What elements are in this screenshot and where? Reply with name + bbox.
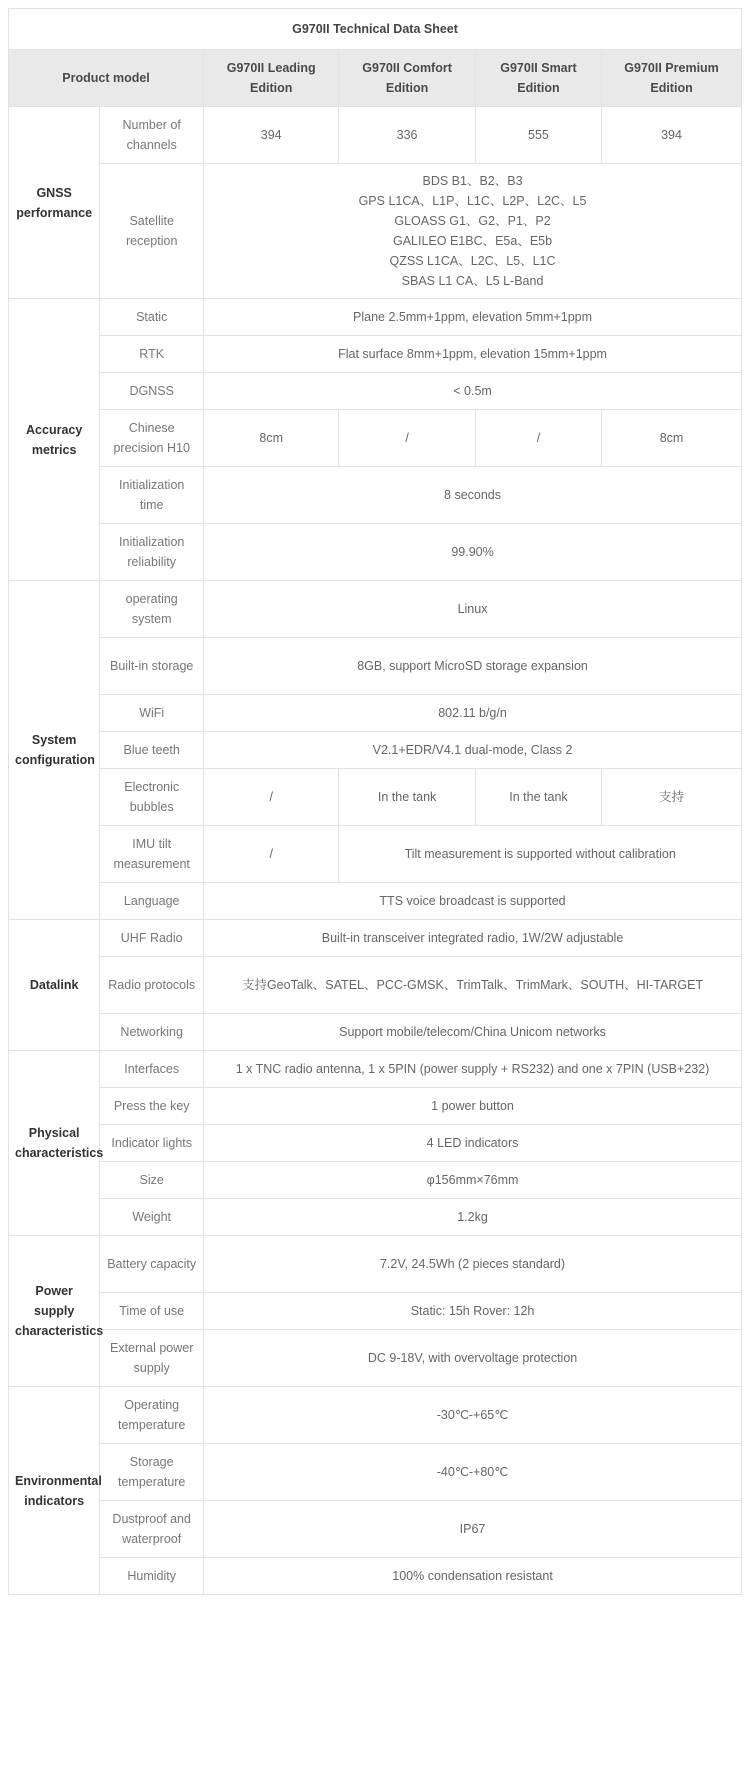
label-wifi: WiFi: [100, 695, 204, 732]
value-wifi: 802.11 b/g/n: [204, 695, 742, 732]
label-battery: Battery capacity: [100, 1236, 204, 1293]
label-h10: Chinese precision H10: [100, 410, 204, 467]
header-row: [9, 50, 742, 107]
value-dustproof: IP67: [204, 1501, 742, 1558]
sheet-title: G970II Technical Data Sheet: [9, 9, 742, 50]
label-satellite: Satellite reception: [100, 164, 204, 299]
value-time-of-use: Static: 15h Rover: 12h: [204, 1293, 742, 1330]
value-satellite: [204, 164, 742, 299]
value-bubbles-premium: 支持: [602, 769, 742, 826]
value-lights: 4 LED indicators: [204, 1125, 742, 1162]
title-row: [9, 9, 742, 50]
label-init-time: Initialization time: [100, 467, 204, 524]
table-row: [9, 164, 742, 299]
category-environment: Environmental indicators: [9, 1387, 100, 1595]
table-row: [9, 467, 742, 524]
value-operating-temp: -30℃-+65℃: [204, 1387, 742, 1444]
value-h10-smart: /: [475, 410, 601, 467]
category-datalink: Datalink: [9, 920, 100, 1051]
label-size: Size: [100, 1162, 204, 1199]
label-language: Language: [100, 883, 204, 920]
table-row: [9, 1387, 742, 1444]
table-row: [9, 1236, 742, 1293]
value-networking: Support mobile/telecom/China Unicom networks: [204, 1014, 742, 1051]
label-operating-temp: Operating temperature: [100, 1387, 204, 1444]
value-h10-leading: 8cm: [204, 410, 339, 467]
value-imu-leading: /: [204, 826, 339, 883]
label-key: Press the key: [100, 1088, 204, 1125]
table-row: [9, 826, 742, 883]
category-gnss: GNSS performance: [9, 107, 100, 299]
value-external-power: DC 9-18V, with overvoltage protection: [204, 1330, 742, 1387]
label-lights: Indicator lights: [100, 1125, 204, 1162]
value-bluetooth: V2.1+EDR/V4.1 dual-mode, Class 2: [204, 732, 742, 769]
table-row: [9, 1558, 742, 1595]
edition-header-smart: G970II Smart Edition: [475, 50, 601, 107]
edition-header-premium: G970II Premium Edition: [602, 50, 742, 107]
table-row: [9, 695, 742, 732]
value-storage: 8GB, support MicroSD storage expansion: [204, 638, 742, 695]
edition-header-leading: G970II Leading Edition: [204, 50, 339, 107]
satellite-line: QZSS L1CA、L2C、L5、L1C: [389, 254, 556, 268]
value-bubbles-comfort: In the tank: [339, 769, 475, 826]
value-weight: 1.2kg: [204, 1199, 742, 1236]
label-weight: Weight: [100, 1199, 204, 1236]
satellite-line: SBAS L1 CA、L5 L-Band: [401, 274, 544, 288]
table-row: [9, 1330, 742, 1387]
table-row: [9, 410, 742, 467]
table-row: [9, 1444, 742, 1501]
value-interfaces: 1 x TNC radio antenna, 1 x 5PIN (power supply + RS232) and one x 7PIN (USB+232): [204, 1051, 742, 1088]
value-size: φ156mm×76mm: [204, 1162, 742, 1199]
value-channels-leading: 394: [204, 107, 339, 164]
table-row: [9, 1501, 742, 1558]
label-interfaces: Interfaces: [100, 1051, 204, 1088]
value-key: 1 power button: [204, 1088, 742, 1125]
category-power: Power supply characteristics: [9, 1236, 100, 1387]
label-init-reliability: Initialization reliability: [100, 524, 204, 581]
label-external-power: External power supply: [100, 1330, 204, 1387]
value-h10-comfort: /: [339, 410, 475, 467]
satellite-line: GPS L1CA、L1P、L1C、L2P、L2C、L5: [358, 194, 587, 208]
value-channels-smart: 555: [475, 107, 601, 164]
table-row: [9, 299, 742, 336]
table-row: [9, 1014, 742, 1051]
label-storage-temp: Storage temperature: [100, 1444, 204, 1501]
label-time-of-use: Time of use: [100, 1293, 204, 1330]
label-bluetooth: Blue teeth: [100, 732, 204, 769]
value-dgnss: < 0.5m: [204, 373, 742, 410]
value-os: Linux: [204, 581, 742, 638]
table-row: [9, 1125, 742, 1162]
value-init-reliability: 99.90%: [204, 524, 742, 581]
table-row: [9, 1199, 742, 1236]
satellite-line: GALILEO E1BC、E5a、E5b: [392, 234, 553, 248]
value-language: TTS voice broadcast is supported: [204, 883, 742, 920]
label-channels: Number of channels: [100, 107, 204, 164]
label-imu: IMU tilt measurement: [100, 826, 204, 883]
table-row: [9, 581, 742, 638]
label-rtk: RTK: [100, 336, 204, 373]
value-h10-premium: 8cm: [602, 410, 742, 467]
table-row: [9, 957, 742, 1014]
table-row: [9, 638, 742, 695]
label-os: operating system: [100, 581, 204, 638]
satellite-line: BDS B1、B2、B3: [422, 174, 523, 188]
label-dgnss: DGNSS: [100, 373, 204, 410]
table-row: [9, 920, 742, 957]
label-static: Static: [100, 299, 204, 336]
value-static: Plane 2.5mm+1ppm, elevation 5mm+1ppm: [204, 299, 742, 336]
product-model-header: Product model: [9, 50, 204, 107]
table-row: [9, 883, 742, 920]
label-uhf: UHF Radio: [100, 920, 204, 957]
satellite-line: GLOASS G1、G2、P1、P2: [394, 214, 551, 228]
category-physical: Physical characteristics: [9, 1051, 100, 1236]
value-channels-comfort: 336: [339, 107, 475, 164]
table-row: [9, 769, 742, 826]
table-row: [9, 1293, 742, 1330]
label-networking: Networking: [100, 1014, 204, 1051]
table-row: [9, 336, 742, 373]
table-row: [9, 1162, 742, 1199]
spec-table: [8, 8, 742, 1595]
value-storage-temp: -40℃-+80℃: [204, 1444, 742, 1501]
category-accuracy: Accuracy metrics: [9, 299, 100, 581]
table-row: [9, 1088, 742, 1125]
value-init-time: 8 seconds: [204, 467, 742, 524]
table-row: [9, 373, 742, 410]
label-storage: Built-in storage: [100, 638, 204, 695]
value-rtk: Flat surface 8mm+1ppm, elevation 15mm+1ppm: [204, 336, 742, 373]
table-row: [9, 732, 742, 769]
data-sheet: [8, 8, 742, 1595]
label-humidity: Humidity: [100, 1558, 204, 1595]
label-protocols: Radio protocols: [100, 957, 204, 1014]
edition-header-comfort: G970II Comfort Edition: [339, 50, 475, 107]
category-system: System configuration: [9, 581, 100, 920]
value-imu-others: Tilt measurement is supported without calibration: [339, 826, 742, 883]
table-row: [9, 1051, 742, 1088]
value-protocols: 支持GeoTalk、SATEL、PCC-GMSK、TrimTalk、TrimMark、SOUTH、HI-TARGET: [204, 957, 742, 1014]
label-dustproof: Dustproof and waterproof: [100, 1501, 204, 1558]
table-row: [9, 524, 742, 581]
value-channels-premium: 394: [602, 107, 742, 164]
value-bubbles-leading: /: [204, 769, 339, 826]
label-bubbles: Electronic bubbles: [100, 769, 204, 826]
table-row: [9, 107, 742, 164]
value-battery: 7.2V, 24.5Wh (2 pieces standard): [204, 1236, 742, 1293]
value-humidity: 100% condensation resistant: [204, 1558, 742, 1595]
value-uhf: Built-in transceiver integrated radio, 1W/2W adjustable: [204, 920, 742, 957]
value-bubbles-smart: In the tank: [475, 769, 601, 826]
